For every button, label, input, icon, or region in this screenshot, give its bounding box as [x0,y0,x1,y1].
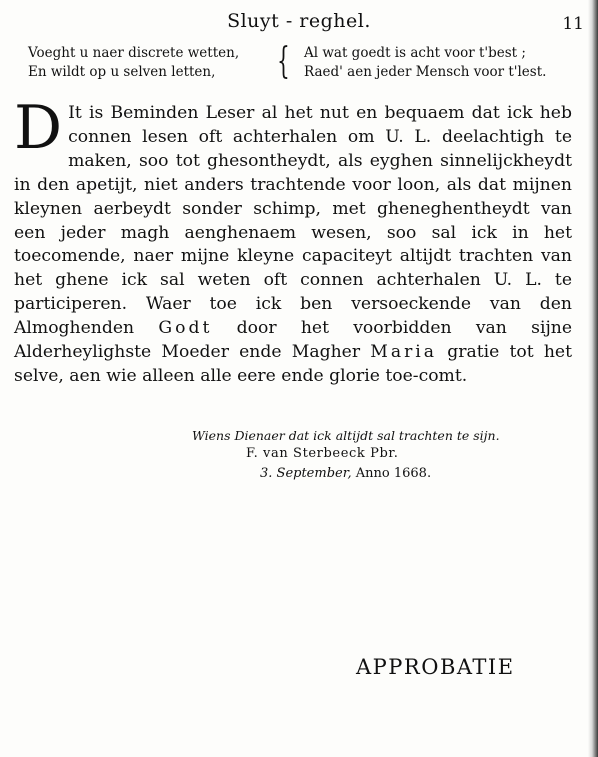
body-text-part: gratie tot het selve, aen wie alleen alle eere ende glorie toe-comt. [14,342,572,386]
verse-right-column [304,44,546,82]
signature-date [260,466,431,481]
verse-brace: { [277,41,290,82]
verse-line: Voeght u naer discrete wetten, [28,45,240,61]
small-caps-word: Maria [370,342,438,363]
small-caps-word: Godt [158,318,213,339]
body-text-part: door het voorbidden van sijne Alderheylighste Moeder ende Magher [14,318,573,363]
verse-line: En wildt op u selven letten, [28,64,216,80]
date-month: 3. September, [260,466,352,481]
signature-servant-line: Wiens Dienaer dat ick altijdt sal trachten te sijn. [192,428,500,443]
verse-left-column [28,44,239,82]
approbatie-heading: APPROBATIE [356,655,515,679]
verse-line: Al wat goedt is acht voor t'best ; [304,45,526,61]
date-year: Anno 1668. [355,466,432,481]
verse-line: Raed' aen jeder Mensch voor t'lest. [304,64,547,80]
page-number: 11 [562,14,584,34]
page-edge-shadow [588,0,598,757]
body-paragraph [14,93,573,389]
body-text-part: It is Beminden Leser al het nut en bequaem dat ick heb connen lesen oft achterhalen om U. L. deelachtigh te maken, soo tot ghesontheydt, als eyghen sinnelijckheydt in den apetijt, niet anders trachtende voor loon, als dat mijnen kleynen aerbeydt sonder schimp, met gheneghentheydt van een jeder magh aenghenaem wesen, soo sal ick in het toecomende, naer mijne kleyne capaciteyt altijdt trachten van het ghene ick sal weten oft connen achterhalen U. L. te participeren. Waer toe ick ben versoeckende van den Almoghenden [14,103,572,339]
drop-cap: D [14,93,63,163]
page-heading: Sluyt - reghel. [227,10,371,32]
signature-author: F. van Sterbeeck Pbr. [246,446,399,461]
